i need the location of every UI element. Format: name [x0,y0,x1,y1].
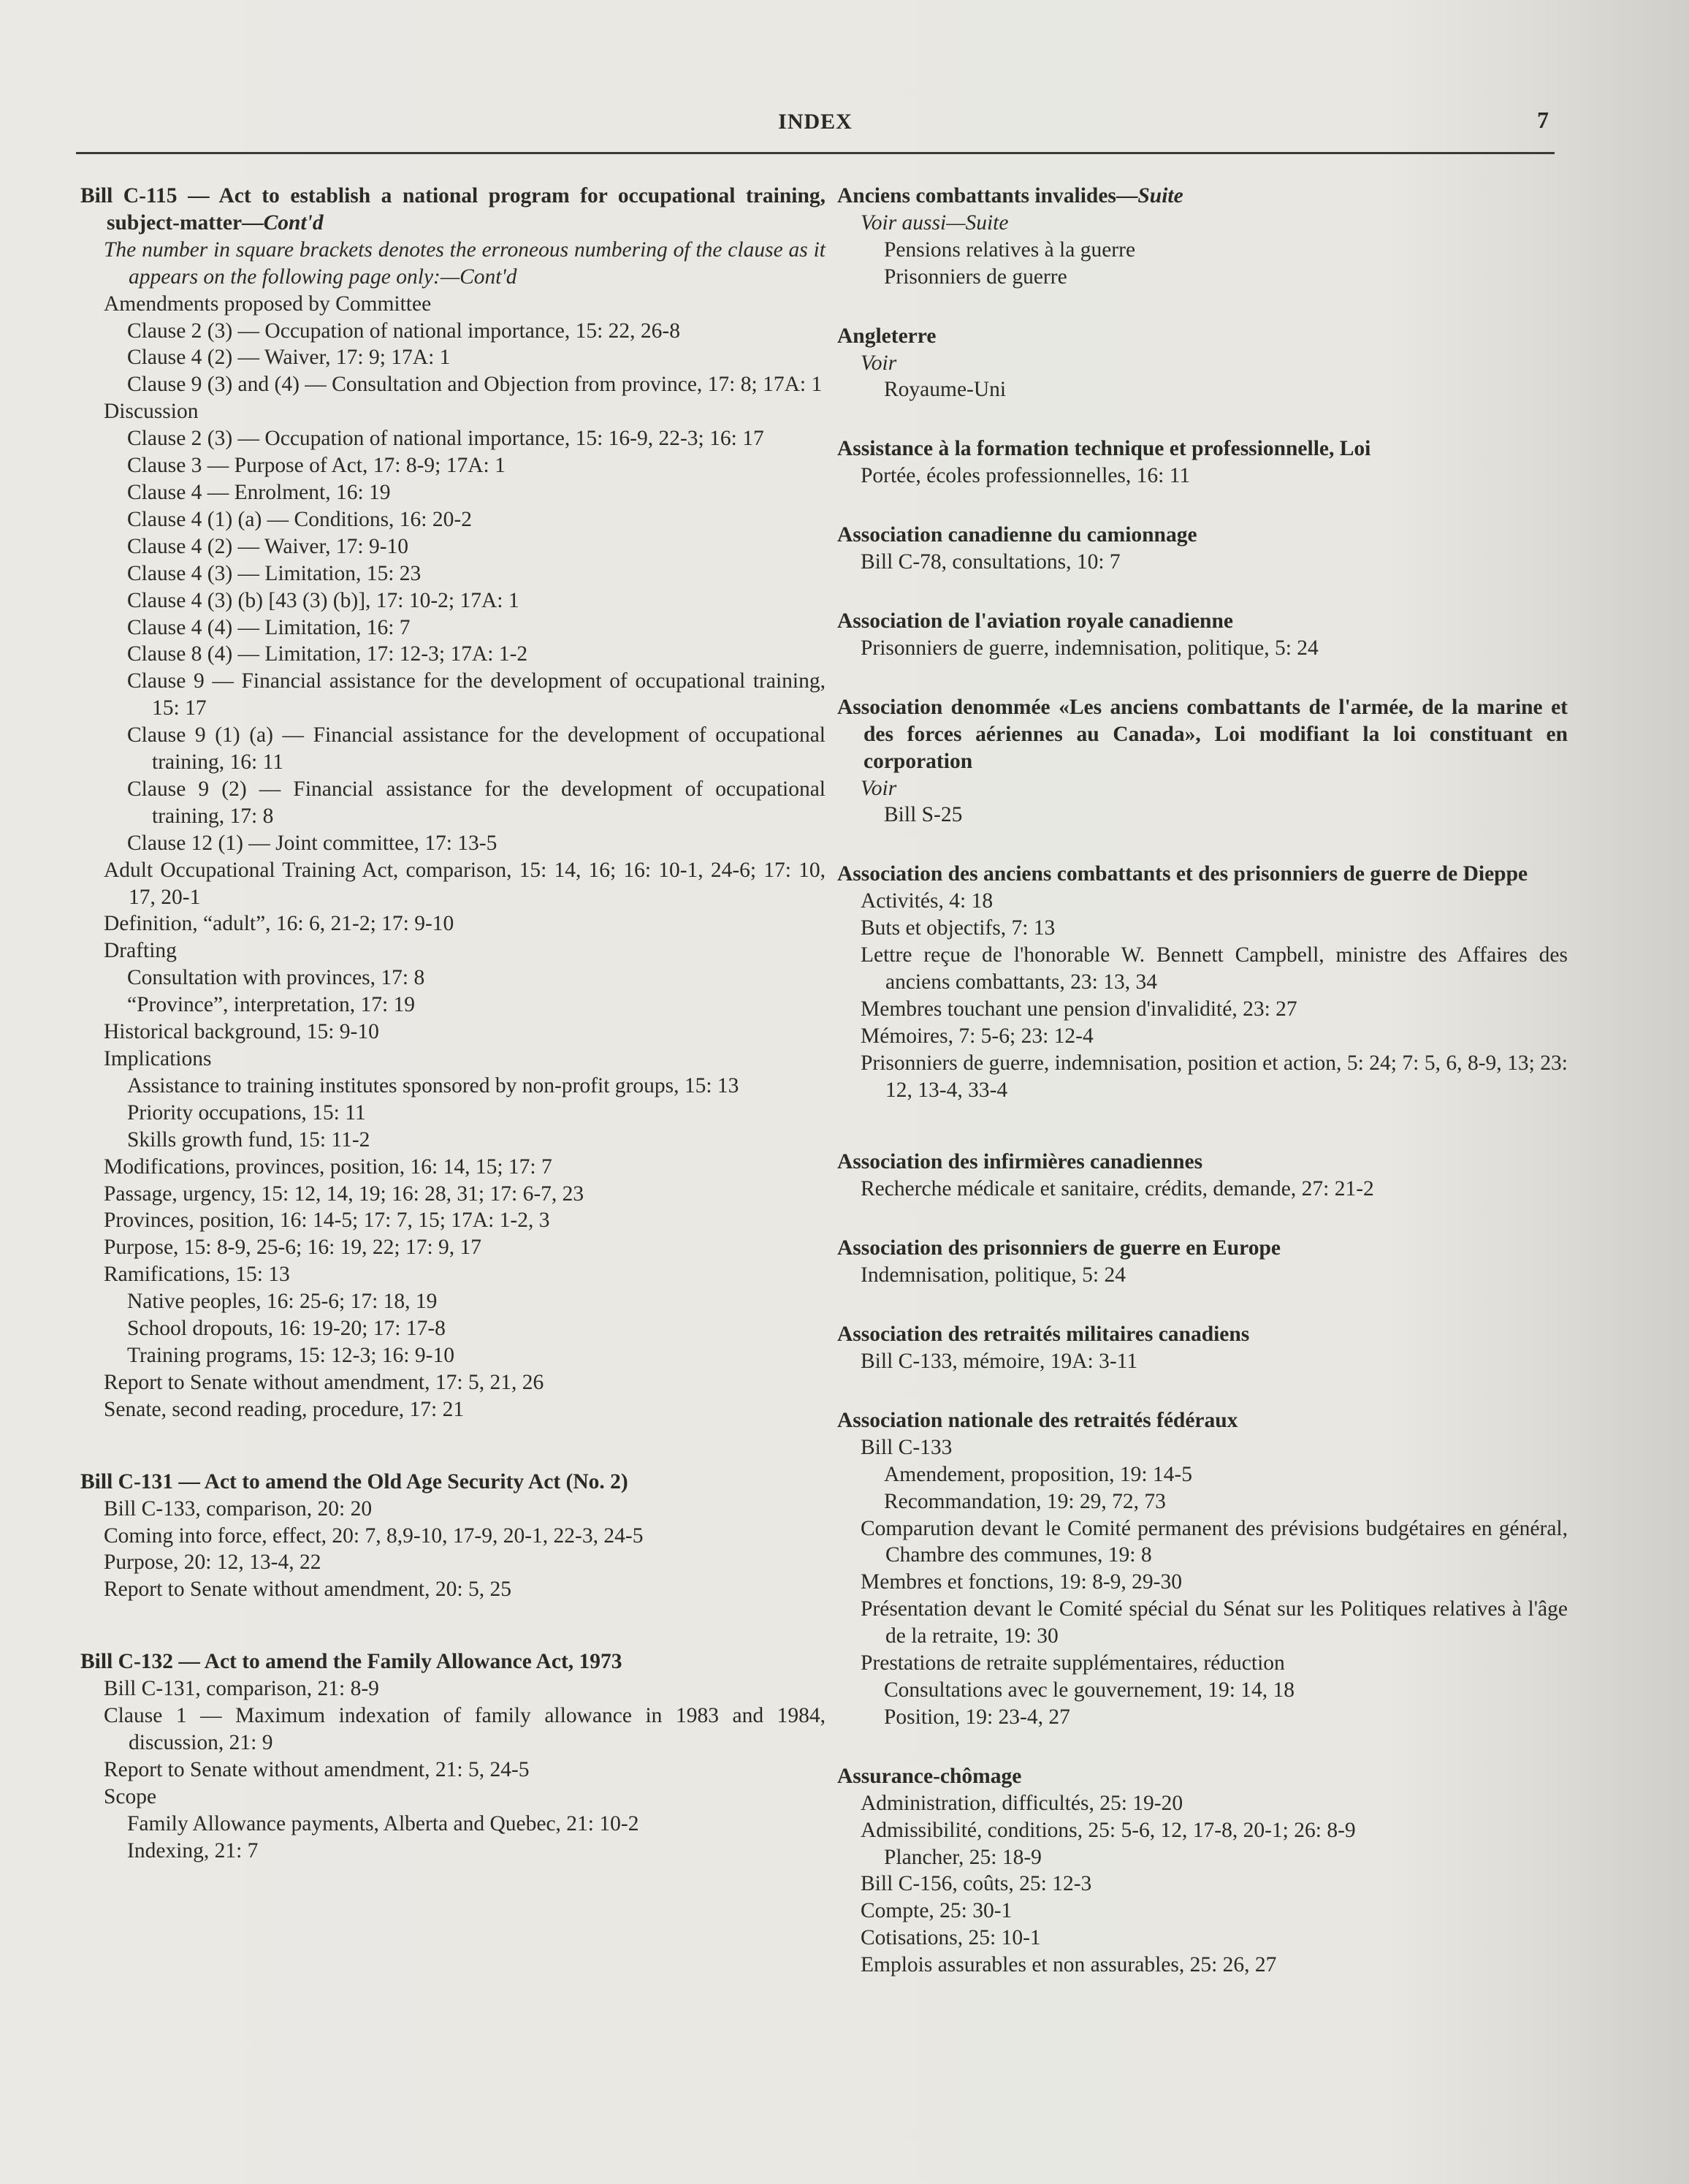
index-subentry: Prestations de retraite supplémentaires, réduction [861,1651,1285,1675]
index-subentry: Clause 2 (3) — Occupation of national importance, 15: 22, 26-8 [127,319,680,343]
entry-heading: Association des infirmières canadiennes [837,1150,1203,1174]
index-subentry: Compte, 25: 30-1 [861,1899,1013,1923]
index-subentry: Membres touchant une pension d'invalidité, 23: 27 [861,997,1297,1021]
section-gap [837,490,1568,522]
entry-anciens-combattants-invalides [837,183,1568,291]
index-subentry: Clause 4 (3) (b) [43 (3) (b)], 17: 10-2; 17A: 1 [127,588,519,612]
entry-heading: Association des retraités militaires canadiens [837,1323,1250,1347]
index-subentry: Bill C-133 [861,1435,953,1459]
index-subentry: Native peoples, 16: 25-6; 17: 18, 19 [127,1290,438,1314]
see-reference: Voir [861,351,897,375]
index-subentry: Plancher, 25: 18-9 [884,1845,1042,1869]
entry-assurance-chomage [837,1763,1568,1979]
index-subentry: Recherche médicale et sanitaire, crédits, demande, 27: 21-2 [861,1177,1374,1201]
index-subentry: Bill C-131, comparison, 21: 8-9 [104,1677,379,1701]
index-subentry: Activités, 4: 18 [861,889,994,913]
index-subentry: Cotisations, 25: 10-1 [861,1926,1041,1950]
index-subentry: Clause 4 (3) — Limitation, 15: 23 [127,561,422,585]
section-gap [837,291,1568,323]
right-column [837,183,1568,1979]
index-subentry: Implications [104,1047,212,1070]
index-subentry: Présentation devant le Comité spécial du Sénat sur les Politiques relatives à l'âge de la retraite, 19: 30 [861,1597,1568,1648]
index-subentry: Training programs, 15: 12-3; 16: 9-10 [127,1343,454,1367]
section-gap [837,829,1568,861]
index-subentry: Skills growth fund, 15: 11-2 [127,1127,370,1152]
page-header [76,101,1555,154]
index-subentry: Clause 2 (3) — Occupation of national importance, 15: 16-9, 22-3; 16: 17 [127,427,764,451]
see-also: Voir aussi—Suite [861,210,1009,235]
entry-assistance-formation [837,435,1568,490]
entry-heading: Bill C-131 — Act to amend the Old Age Security Act (No. 2) [80,1469,628,1494]
header-title: INDEX [778,110,853,134]
index-subentry: Clause 4 (2) — Waiver, 17: 9; 17A: 1 [127,346,451,370]
index-subentry: Passage, urgency, 15: 12, 14, 19; 16: 28, 31; 17: 6-7, 23 [104,1182,584,1206]
entry-heading: Angleterre [837,324,937,348]
index-subentry: Bill S-25 [884,803,963,827]
index-subentry: Prisonniers de guerre, indemnisation, politique, 5: 24 [861,636,1319,660]
entry-heading: Assistance à la formation technique et professionnelle, Loi [837,437,1371,461]
index-subentry: Ramifications, 15: 13 [104,1263,290,1287]
entry-heading: Association nationale des retraités fédéraux [837,1408,1238,1432]
section-gap [837,662,1568,694]
heading-contd: Cont'd [263,210,324,235]
section-gap [837,1731,1568,1763]
index-subentry: Recommandation, 19: 29, 72, 73 [884,1489,1166,1513]
index-subentry: Report to Senate without amendment, 17: 5, 21, 26 [104,1370,544,1394]
index-subentry: Position, 19: 23-4, 27 [884,1705,1070,1729]
entry-association-retraites-militaires [837,1321,1568,1375]
index-subentry: Emplois assurables et non assurables, 25: 26, 27 [861,1953,1277,1977]
index-subentry: Pensions relatives à la guerre [884,237,1136,262]
index-subentry: Consultation with provinces, 17: 8 [127,966,425,990]
index-subentry: Clause 4 — Enrolment, 16: 19 [127,480,391,504]
index-subentry: Clause 9 — Financial assistance for the development of occupational training, 15: 17 [127,669,826,720]
section-gap [837,1203,1568,1235]
index-subentry: Purpose, 20: 12, 13-4, 22 [104,1551,321,1575]
section-gap [80,1423,826,1469]
entry-association-denommee [837,694,1568,829]
entry-heading: Bill C-132 — Act to amend the Family Allowance Act, 1973 [80,1650,622,1674]
index-subentry: Amendement, proposition, 19: 14-5 [884,1462,1192,1486]
section-gap [837,1289,1568,1321]
index-subentry: Admissibilité, conditions, 25: 5-6, 12, 17-8, 20-1; 26: 8-9 [861,1818,1356,1842]
index-subentry: Report to Senate without amendment, 21: 5, 24-5 [104,1757,530,1781]
index-subentry: Priority occupations, 15: 11 [127,1100,366,1125]
entry-bill-c132 [80,1648,826,1864]
index-subentry: Clause 8 (4) — Limitation, 17: 12-3; 17A: 1-2 [127,642,528,666]
entry-association-aviation [837,608,1568,662]
index-subentry: Definition, “adult”, 16: 6, 21-2; 17: 9-10 [104,912,454,936]
index-subentry: Prisonniers de guerre [884,265,1067,289]
entry-heading [837,183,1568,210]
heading-text: Bill C-115 — Act to establish a national program for occupational training, subject-matter— [80,184,826,235]
index-subentry: Clause 9 (1) (a) — Financial assistance for the development of occupational training, 16: 11 [127,723,826,775]
heading-text: Anciens combattants invalides— [837,184,1138,208]
index-subentry: Clause 3 — Purpose of Act, 17: 8-9; 17A: 1 [127,454,506,478]
section-gap [837,1375,1568,1407]
index-subentry: Portée, écoles professionnelles, 16: 11 [861,464,1191,488]
section-gap [837,576,1568,608]
index-subentry: Consultations avec le gouvernement, 19: 14, 18 [884,1678,1295,1702]
entry-heading: Association denommée «Les anciens combattants de l'armée, de la marine et des forces aériennes au Canada», Loi modifiant la loi constituant en corporation [837,695,1568,773]
left-column [80,183,826,1864]
index-subentry: Buts et objectifs, 7: 13 [861,916,1056,940]
section-gap [837,403,1568,435]
entry-heading: Association des prisonniers de guerre en Europe [837,1236,1281,1260]
index-subentry: Senate, second reading, procedure, 17: 21 [104,1397,465,1421]
index-subentry: Scope [104,1784,157,1808]
index-subentry: Assistance to training institutes sponsored by non-profit groups, 15: 13 [127,1073,739,1097]
index-subentry: Indemnisation, politique, 5: 24 [861,1263,1126,1287]
index-subentry: Report to Senate without amendment, 20: 5, 25 [104,1578,511,1602]
index-subentry: Historical background, 15: 9-10 [104,1020,379,1044]
index-subentry: Drafting [104,939,177,963]
see-reference: Voir [861,776,897,800]
index-subentry: Modifications, provinces, position, 16: 14, 15; 17: 7 [104,1154,552,1179]
page-number: 7 [1537,107,1549,133]
index-subentry: Royaume-Uni [884,378,1007,402]
index-subentry: Bill C-133, mémoire, 19A: 3-11 [861,1350,1138,1373]
entry-heading: Association canadienne du camionnage [837,523,1197,547]
entry-association-infirmieres [837,1149,1568,1203]
index-subentry: Administration, difficultés, 25: 19-20 [861,1791,1183,1815]
index-subentry: Bill C-78, consultations, 10: 7 [861,550,1121,574]
entry-association-retraites-federaux [837,1407,1568,1731]
section-gap [80,1603,826,1648]
section-gap [837,1103,1568,1149]
index-subentry: Prisonniers de guerre, indemnisation, position et action, 5: 24; 7: 5, 6, 8-9, 13; 23: 12, 13-4, 33-4 [861,1051,1568,1102]
index-subentry: Coming into force, effect, 20: 7, 8,9-10, 17-9, 20-1, 22-3, 24-5 [104,1523,644,1548]
index-subentry: Clause 9 (3) and (4) — Consultation and Objection from province, 17: 8; 17A: 1 [127,373,823,397]
entry-angleterre [837,323,1568,404]
index-subentry: Purpose, 15: 8-9, 25-6; 16: 19, 22; 17: 9, 17 [104,1236,482,1260]
entry-heading [80,183,826,237]
index-subentry: Clause 12 (1) — Joint committee, 17: 13-5 [127,831,497,855]
entry-heading: Assurance-chômage [837,1764,1022,1788]
entry-note: The number in square brackets denotes the erroneous numbering of the clause as it appears on the following page only:—Cont'd [104,237,826,289]
entry-association-camionnage [837,522,1568,576]
heading-suite: Suite [1137,184,1183,208]
entry-heading: Association des anciens combattants et des prisonniers de guerre de Dieppe [837,862,1528,886]
index-subentry: Bill C-133, comparison, 20: 20 [104,1496,373,1521]
index-subentry: Discussion [104,400,199,424]
index-subentry: Clause 4 (2) — Waiver, 17: 9-10 [127,534,409,558]
index-subentry: Membres et fonctions, 19: 8-9, 29-30 [861,1570,1182,1594]
entry-heading: Association de l'aviation royale canadienne [837,609,1233,633]
index-subentry: Family Allowance payments, Alberta and Quebec, 21: 10-2 [127,1811,639,1835]
entry-association-dieppe [837,861,1568,1103]
index-subentry: Clause 1 — Maximum indexation of family allowance in 1983 and 1984, discussion, 21: 9 [104,1704,826,1754]
index-subentry: Adult Occupational Training Act, comparison, 15: 14, 16; 16: 10-1, 24-6; 17: 10, 17, 20-1 [104,858,826,909]
entry-bill-c115 [80,183,826,1423]
index-subentry: Clause 4 (1) (a) — Conditions, 16: 20-2 [127,507,472,531]
index-subentry: Indexing, 21: 7 [127,1838,259,1863]
index-subentry: School dropouts, 16: 19-20; 17: 17-8 [127,1317,446,1341]
entry-bill-c131 [80,1469,826,1604]
index-subentry: Provinces, position, 16: 14-5; 17: 7, 15; 17A: 1-2, 3 [104,1209,550,1233]
index-subentry: Comparution devant le Comité permanent des prévisions budgétaires en général, Chambre des communes, 19: 8 [861,1516,1568,1567]
index-subentry: Amendments proposed by Committee [104,292,432,316]
index-subentry: Bill C-156, coûts, 25: 12-3 [861,1872,1092,1896]
index-subentry: “Province”, interpretation, 17: 19 [127,993,416,1017]
index-subentry: Clause 4 (4) — Limitation, 16: 7 [127,615,411,639]
entry-association-prisonniers-europe [837,1235,1568,1289]
index-subentry: Lettre reçue de l'honorable W. Bennett Campbell, ministre des Affaires des anciens combattants, 23: 13, 34 [861,943,1568,994]
index-subentry: Mémoires, 7: 5-6; 23: 12-4 [861,1024,1094,1048]
index-subentry: Clause 9 (2) — Financial assistance for the development of occupational training, 17: 8 [127,777,826,828]
